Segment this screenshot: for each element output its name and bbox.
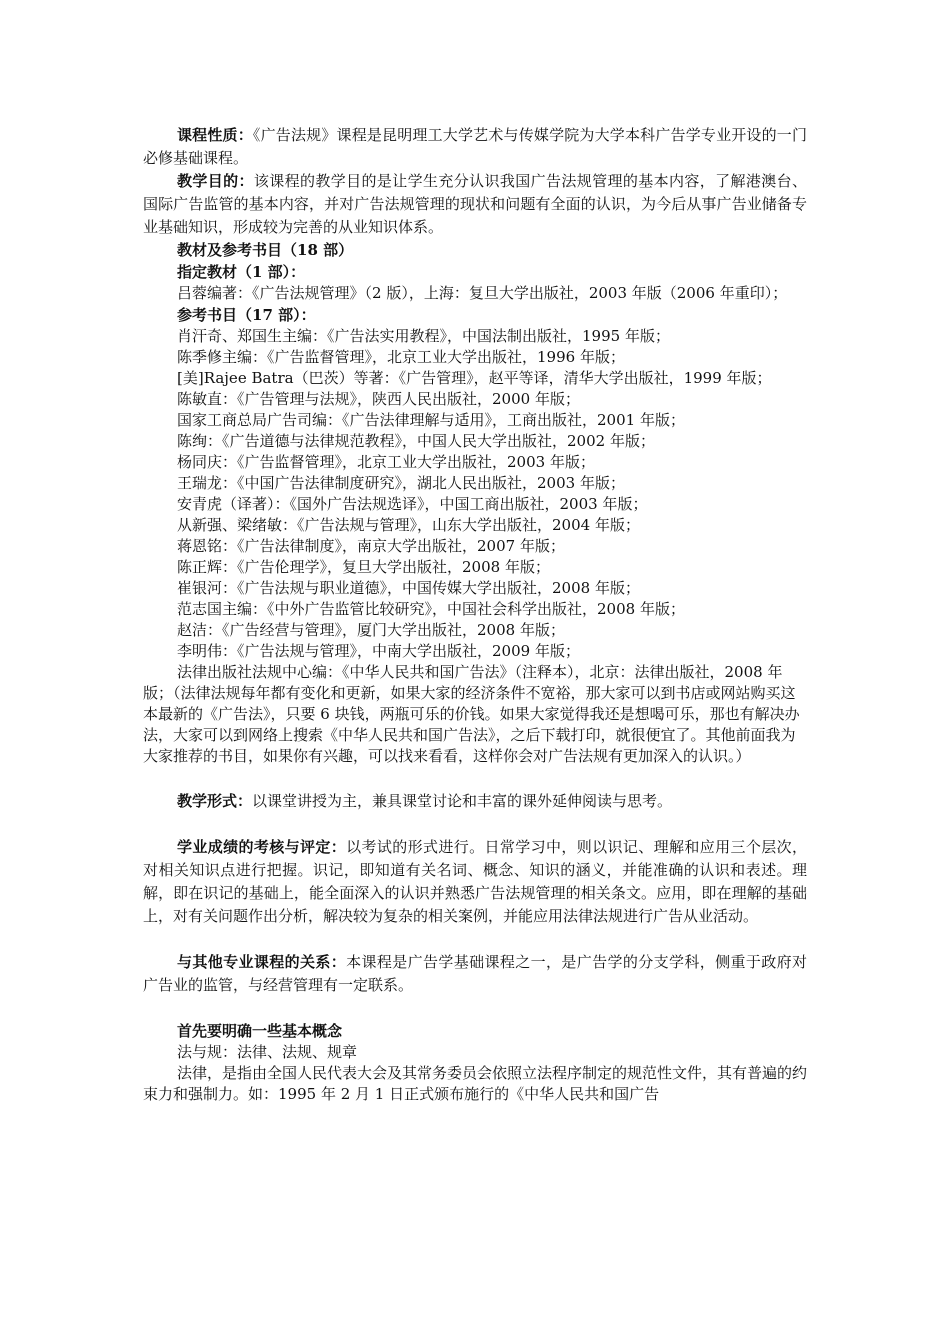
reference-item: 崔银河：《广告法规与职业道德》，中国传媒大学出版社，2008 年版； — [177, 579, 640, 597]
reference-item: 安青虎（译著）：《国外广告法规选译》，中国工商出版社，2003 年版； — [177, 495, 648, 513]
spacer — [143, 813, 807, 836]
concepts-heading: 首先要明确一些基本概念 — [177, 1022, 343, 1040]
reference-item: 国家工商总局广告司编：《广告法律理解与适用》，工商出版社，2001 年版； — [177, 411, 685, 429]
teaching-goal-text: 该课程的教学目的是让学生充分认识我国广告法规管理的基本内容，了解港澳台、国际广告监管的基本内容，并对广告法规管理的现状和问题有全面的认识，为今后从事广告业储备专业基础知识，形成较为完善的从业知识体系。 — [143, 172, 807, 236]
designated-textbook: 吕蓉编著：《广告法规管理》（2 版），上海：复旦大学出版社，2003 年版（2006 年重印）； — [177, 284, 788, 302]
reference-item: 法律出版社法规中心编：《中华人民共和国广告法》（注释本），北京：法律出版社，2008 年版；（法律法规每年都有变化和更新，如果大家的经济条件不宽裕，那大家可以到书店或网站购买这本最新的《广告法》，只要 6 块钱，两瓶可乐的价钱。如果大家觉得我还是想喝可乐，那也有解决办法，大家可以到网络上搜索《中华人民共和国广告法》，之后下载打印，就很便宜了。其他前面我为大家推荐的书目，如果你有兴趣，可以找来看看，这样你会对广告法规有更加深入的认识。） — [143, 663, 800, 765]
course-relation-label: 与其他专业课程的关系： — [177, 953, 347, 971]
reference-item: 杨同庆：《广告监督管理》，北京工业大学出版社，2003 年版； — [177, 453, 595, 471]
references-heading: 参考书目（17 部）： — [177, 306, 316, 324]
teaching-form-text: 以课堂讲授为主，兼具课堂讨论和丰富的课外延伸阅读与思考。 — [252, 792, 673, 810]
reference-item: 肖汗奇、郑国生主编：《广告法实用教程》，中国法制出版社，1995 年版； — [177, 327, 670, 345]
reference-item: 蒋恩铭：《广告法律制度》，南京大学出版社，2007 年版； — [177, 537, 565, 555]
materials-heading: 教材及参考书目（18 部） — [177, 241, 354, 259]
reference-item: 陈绚：《广告道德与法律规范教程》，中国人民大学出版社，2002 年版； — [177, 432, 655, 450]
reference-item: [美]Rajee Batra（巴茨）等著：《广告管理》，赵平等译，清华大学出版社，1999 年版； — [177, 369, 772, 387]
reference-item: 范志国主编：《中外广告监管比较研究》，中国社会科学出版社，2008 年版； — [177, 600, 685, 618]
course-relation-text: 本课程是广告学基础课程之一，是广告学的分支学科，侧重于政府对广告业的监管，与经营管理有一定联系。 — [143, 953, 807, 994]
reference-item: 陈敏直：《广告管理与法规》，陕西人民出版社，2000 年版； — [177, 390, 580, 408]
spacer — [143, 767, 807, 790]
spacer — [143, 928, 807, 951]
reference-item: 陈季修主编：《广告监督管理》，北京工业大学出版社，1996 年版； — [177, 348, 625, 366]
concepts-text: 法律，是指由全国人民代表大会及其常务委员会依照立法程序制定的规范性文件，其有普遍的约束力和强制力。如：1995 年 2 月 1 日正式颁布施行的《中华人民共和国广告 — [143, 1064, 808, 1103]
course-nature-label: 课程性质： — [177, 126, 253, 144]
course-relation-paragraph — [143, 951, 807, 997]
designated-textbook-heading: 指定教材（1 部）： — [177, 263, 306, 281]
teaching-goal-label: 教学目的： — [177, 172, 254, 190]
course-nature-text: 《广告法规》课程是昆明理工大学艺术与传媒学院为大学本科广告学专业开设的一门必修基础课程。 — [143, 126, 807, 167]
reference-item: 陈正辉：《广告伦理学》，复旦大学出版社，2008 年版； — [177, 558, 550, 576]
concepts-subheading: 法与规：法律、法规、规章 — [177, 1043, 358, 1061]
course-nature-paragraph — [143, 124, 807, 170]
reference-item: 赵洁：《广告经营与管理》，厦门大学出版社，2008 年版； — [177, 621, 565, 639]
reference-item: 李明伟：《广告法规与管理》，中南大学出版社，2009 年版； — [177, 642, 580, 660]
assessment-text: 以考试的形式进行。日常学习中，则以识记、理解和应用三个层次，对相关知识点进行把握。识记，即知道有关名词、概念、知识的涵义，并能准确的认识和表述。理解，即在识记的基础上，能全面深入的认识并熟悉广告法规管理的相关条文。应用，即在理解的基础上，对有关问题作出分析，解决较为复杂的相关案例，并能应用法律法规进行广告从业活动。 — [143, 838, 807, 925]
teaching-form-paragraph — [143, 790, 807, 813]
reference-item: 从新强、梁绪敏：《广告法规与管理》，山东大学出版社，2004 年版； — [177, 516, 640, 534]
reference-item: 王瑞龙：《中国广告法律制度研究》，湖北人民出版社，2003 年版； — [177, 474, 625, 492]
spacer — [143, 997, 807, 1020]
assessment-paragraph — [143, 836, 807, 928]
assessment-label: 学业成绩的考核与评定： — [177, 838, 347, 856]
document-body — [143, 124, 807, 1105]
teaching-form-label: 教学形式： — [177, 792, 253, 810]
teaching-goal-paragraph — [143, 170, 807, 239]
